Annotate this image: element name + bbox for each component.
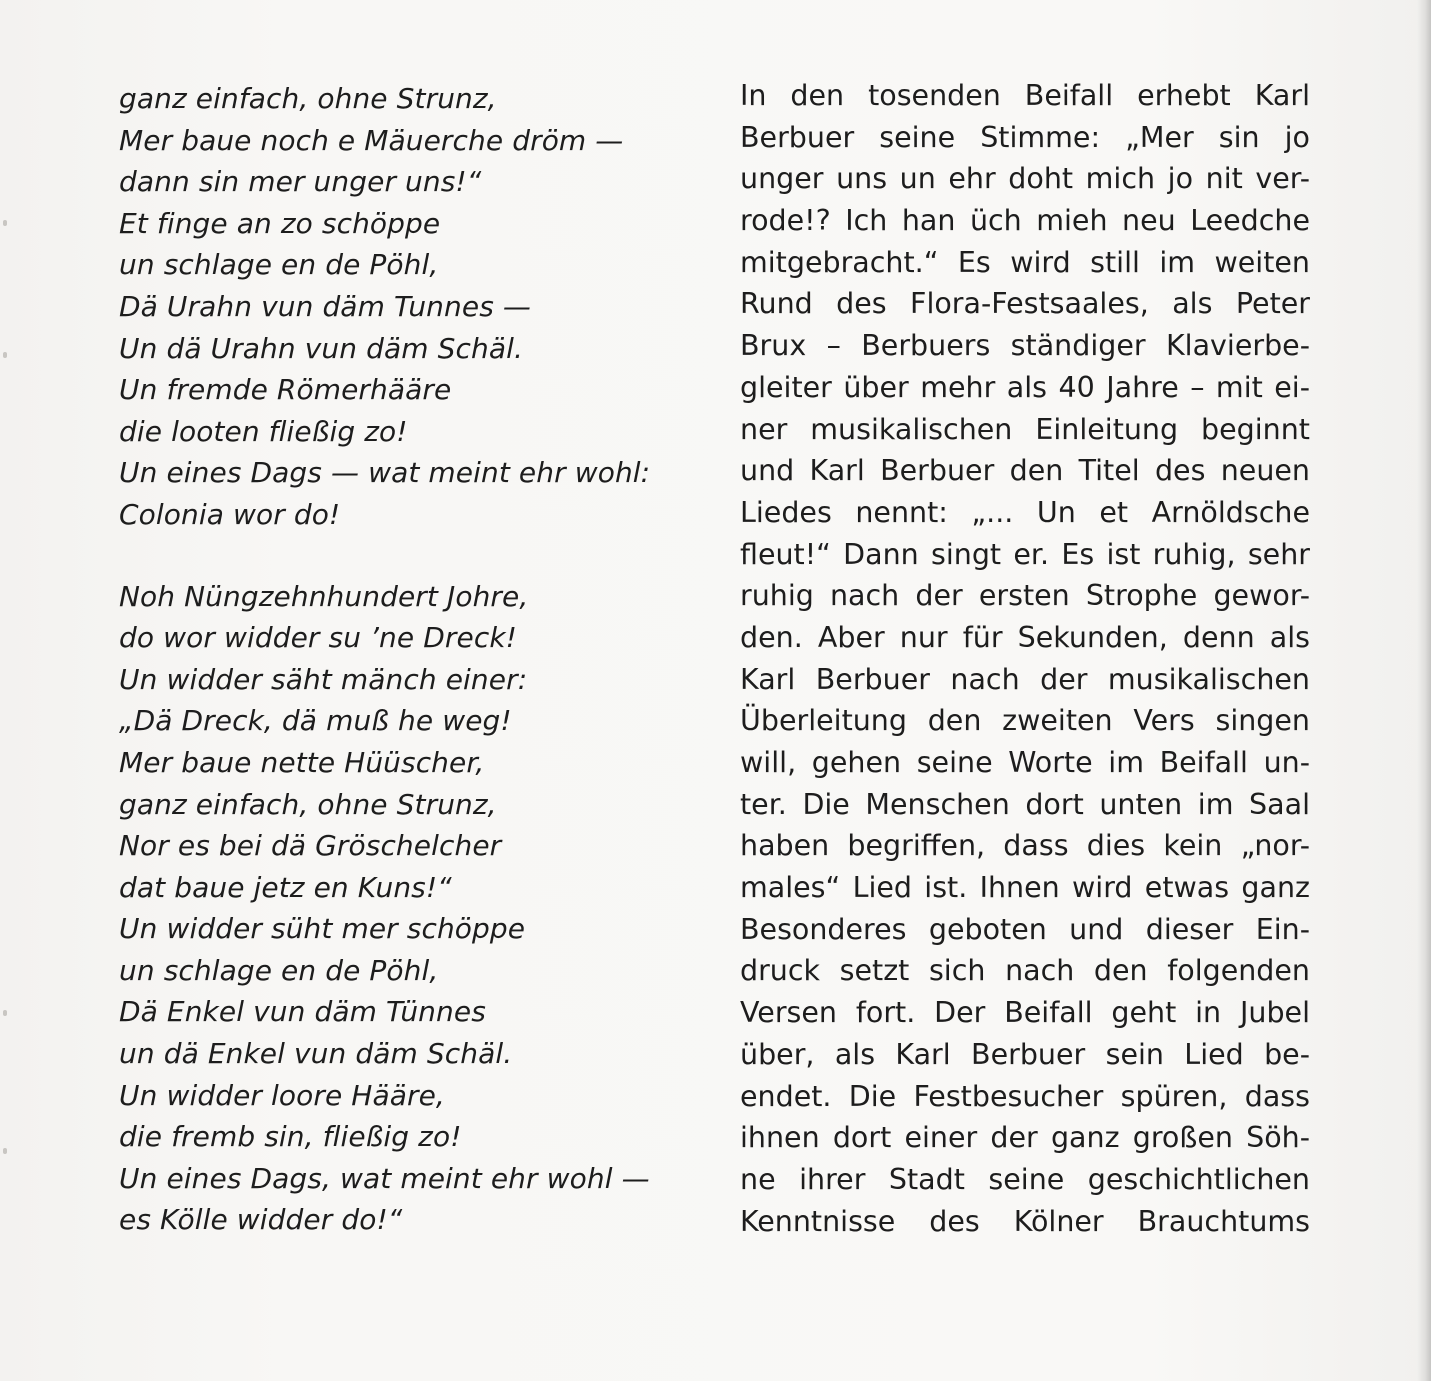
lyric-line: Noh Nüngzehnhundert Johre,	[119, 579, 529, 613]
lyric-line: die looten fließig zo!	[119, 414, 408, 448]
text-line: gleiter über mehr als 40 Jahre – mit ei-	[740, 370, 1310, 404]
lyrics-stanza-2	[119, 576, 679, 1242]
text-line: ihnen dort einer der ganz großen Söh-	[740, 1121, 1310, 1155]
page-edge-marks	[0, 0, 12, 1381]
lyric-line: Nor es bei dä Gröschelcher	[119, 829, 502, 863]
lyric-line: un dä Enkel vun däm Schäl.	[119, 1037, 513, 1071]
text-line: rode!? Ich han üch mieh neu Leedche	[740, 204, 1310, 238]
text-line: mitgebracht.“ Es wird still im weiten	[740, 245, 1310, 279]
text-line: Berbuer seine Stimme: „Mer sin jo	[740, 120, 1310, 154]
text-line: Liedes nennt: „... Un et Arnöldsche	[740, 495, 1310, 529]
text-line: druck setzt sich nach den folgenden	[740, 954, 1310, 988]
lyric-line: do wor widder su ’ne Dreck!	[119, 621, 517, 655]
text-line: und Karl Berbuer den Titel des neuen	[740, 454, 1310, 488]
edge-mark	[3, 352, 7, 358]
text-line: endet. Die Festbesucher spüren, dass	[740, 1079, 1310, 1113]
page-gutter-shadow	[1417, 0, 1431, 1381]
lyric-line: Et finge an zo schöppe	[119, 206, 441, 240]
text-line: ner musikalischen Einleitung beginnt	[740, 412, 1310, 446]
text-line: über, als Karl Berbuer sein Lied be-	[740, 1037, 1310, 1071]
lyric-line: die fremb sin, fließig zo!	[119, 1120, 462, 1154]
text-line: Überleitung den zweiten Vers singen	[740, 704, 1310, 738]
lyric-line: un schlage en de Pöhl,	[119, 248, 439, 282]
lyric-line: Mer baue nette Hüüscher,	[119, 745, 485, 779]
text-line: ne ihrer Stadt seine geschichtlichen	[740, 1162, 1310, 1196]
text-line: Versen fort. Der Beifall geht in Jubel	[740, 996, 1310, 1030]
lyric-line: Un widder säht mänch einer:	[119, 662, 528, 696]
lyric-line: „Dä Dreck, dä muß he weg!	[119, 704, 512, 738]
lyric-line: es Kölle widder do!“	[119, 1203, 403, 1237]
lyrics-stanza-1	[119, 78, 679, 536]
text-line: Brux – Berbuers ständiger Klavierbe-	[740, 329, 1310, 363]
text-line: fleut!“ Dann singt er. Es ist ruhig, sehr	[740, 537, 1310, 571]
text-line: will, gehen seine Worte im Beifall un-	[740, 746, 1310, 779]
edge-mark	[3, 220, 7, 226]
text-line: unger uns un ehr doht mich jo nit ver-	[740, 162, 1310, 196]
lyric-line: un schlage en de Pöhl,	[119, 953, 439, 987]
text-line: In den tosenden Beifall erhebt Karl	[740, 79, 1310, 112]
body-text-column	[740, 75, 1310, 1242]
text-line: Rund des Flora-Festsaales, als Peter	[740, 287, 1310, 321]
text-line: ruhig nach der ersten Strophe gewor-	[740, 579, 1310, 613]
lyric-line: dat baue jetz en Kuns!“	[119, 870, 452, 904]
lyric-line: Colonia wor do!	[119, 497, 341, 531]
song-lyrics-column	[119, 78, 679, 1241]
lyric-line: Dä Urahn vun däm Tunnes —	[119, 289, 531, 323]
lyric-line: Mer baue noch e Mäuerche dröm —	[119, 123, 624, 157]
lyric-line: Un widder loore Hääre,	[119, 1078, 445, 1112]
lyric-line: Un fremde Römerhääre	[119, 373, 452, 407]
stanza-spacer	[119, 536, 679, 576]
edge-mark	[3, 1010, 7, 1016]
lyric-line: Un widder süht mer schöppe	[119, 912, 526, 946]
text-line: Kenntnisse des Kölner Brauchtums	[740, 1204, 1310, 1238]
lyric-line: dann sin mer unger uns!“	[119, 165, 482, 199]
lyric-line: Un eines Dags — wat meint ehr wohl:	[119, 456, 651, 490]
lyric-line: Dä Enkel vun däm Tünnes	[119, 995, 486, 1029]
text-line: males“ Lied ist. Ihnen wird etwas ganz	[740, 871, 1310, 905]
text-line: den. Aber nur für Sekunden, denn als	[740, 620, 1310, 654]
lyric-line: ganz einfach, ohne Strunz,	[119, 82, 497, 115]
text-line: ter. Die Menschen dort unten im Saal	[740, 787, 1310, 821]
text-line: Besonderes geboten und dieser Ein-	[740, 912, 1310, 946]
text-line: haben begriffen, dass dies kein „nor-	[740, 829, 1310, 863]
lyric-line: Un eines Dags, wat meint ehr wohl —	[119, 1161, 650, 1195]
text-line: Karl Berbuer nach der musikalischen	[740, 662, 1310, 696]
lyric-line: ganz einfach, ohne Strunz,	[119, 787, 497, 821]
lyric-line: Un dä Urahn vun däm Schäl.	[119, 331, 523, 365]
edge-mark	[3, 1148, 7, 1154]
